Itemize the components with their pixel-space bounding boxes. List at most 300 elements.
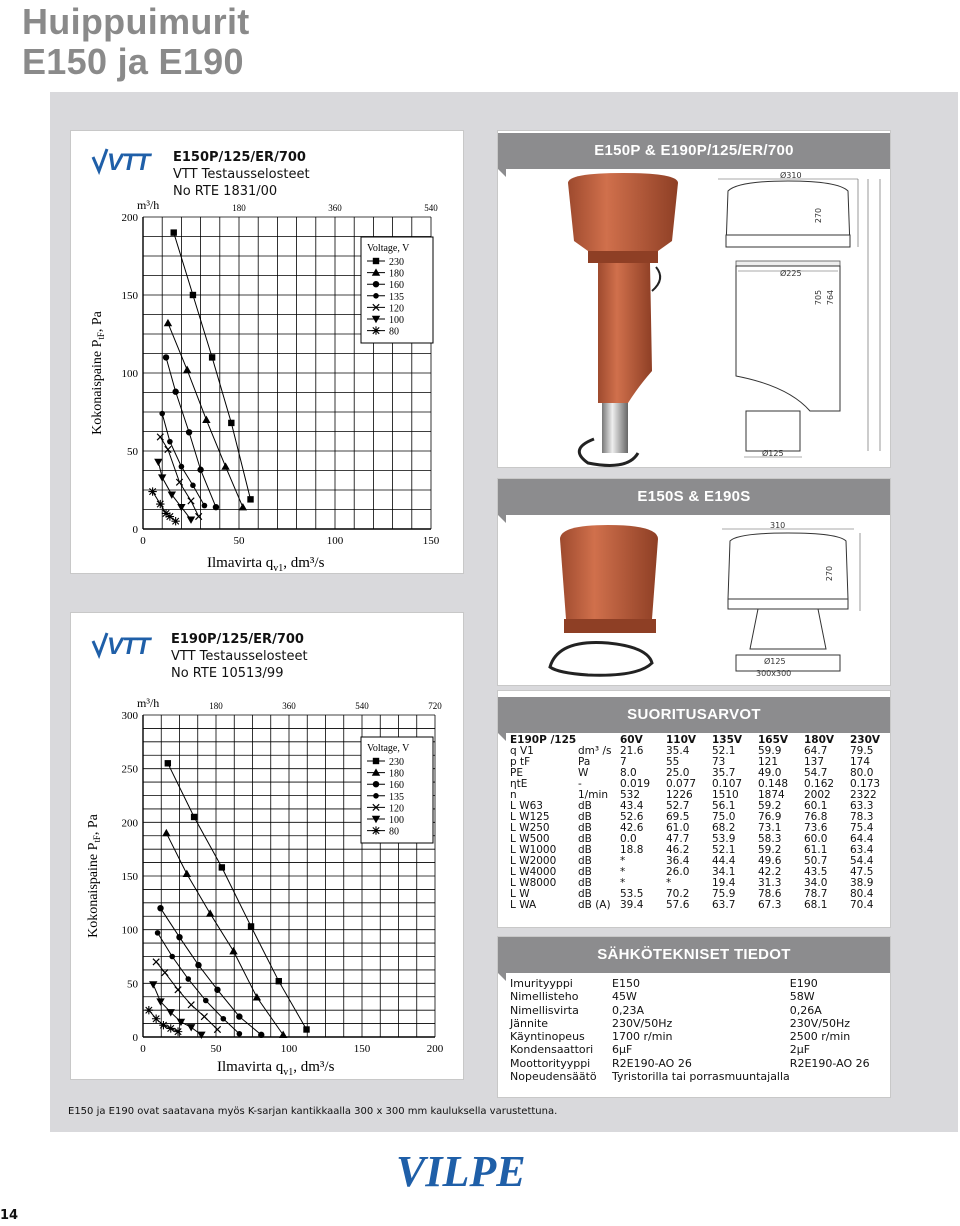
y-axis-label <box>90 310 106 435</box>
spec-cell: q V1 <box>510 745 534 757</box>
electrical-cell: 2500 r/min <box>789 1030 851 1044</box>
point-triangle <box>164 319 172 326</box>
point-dot <box>179 464 185 470</box>
top-tick-label: 360 <box>328 203 342 213</box>
top-unit-label: m³/h <box>137 198 160 212</box>
x-axis-label-unit: , dm³/s <box>293 1059 335 1075</box>
point-star <box>166 512 174 520</box>
point-triangle <box>221 462 229 469</box>
electrical-row <box>510 1004 890 1017</box>
title-line-2: E150 ja E190 <box>22 41 244 82</box>
point-dot <box>202 503 208 509</box>
x-tick-label: 100 <box>326 535 344 547</box>
point-circle <box>373 781 379 787</box>
fan-short-dimension-drawing <box>708 519 888 679</box>
spec-cell: 0.077 <box>666 778 697 790</box>
point-square <box>219 864 225 870</box>
page-title <box>22 2 250 82</box>
chart-card-e190 <box>70 612 464 1080</box>
electrical-row <box>510 990 890 1003</box>
dim-short-base: 300x300 <box>756 669 792 678</box>
chart2-svg <box>71 613 463 1079</box>
spec-cell: PE <box>510 767 523 779</box>
spec-cell: 174 <box>850 756 871 768</box>
spec-title: SUORITUSARVOT <box>498 697 890 733</box>
dim-height-270: 270 <box>814 207 824 224</box>
spec-cell: 35.7 <box>712 767 736 779</box>
point-x <box>165 446 171 452</box>
electrical-row <box>510 1070 890 1083</box>
point-x <box>188 498 194 504</box>
x-tick-label: 50 <box>210 1043 222 1055</box>
electrical-cell: Tyristorilla tai porrasmuuntajalla <box>612 1070 790 1084</box>
spec-cell: dB <box>578 866 592 878</box>
electrical-cell: 230V/50Hz <box>612 1016 673 1030</box>
spec-cell: 78.3 <box>850 811 874 823</box>
legend-label: 80 <box>389 326 399 338</box>
point-dot <box>373 293 379 299</box>
spec-cell: L W125 <box>510 811 550 823</box>
spec-cell: W <box>578 767 589 779</box>
spec-cell: dB <box>578 833 592 845</box>
spec-cell: 76.8 <box>804 811 828 823</box>
vtt-logo-text: VTT <box>107 149 150 176</box>
electrical-cell: E190 <box>789 977 818 990</box>
point-triangle-down <box>158 474 166 481</box>
electrical-cell: R2E190-AO 26 <box>789 1056 870 1070</box>
point-star <box>156 500 164 508</box>
fan-photo-short <box>548 519 678 679</box>
point-triangle <box>183 870 191 877</box>
spec-cell: 57.6 <box>666 899 690 911</box>
legend-title: Voltage, V <box>367 743 410 754</box>
chart1-model: E150P/125/ER/700 <box>173 150 306 165</box>
spec-cell: * <box>620 866 626 878</box>
vtt-logo-text: VTT <box>107 633 150 660</box>
point-triangle-down <box>197 1032 205 1039</box>
spec-cell: 1510 <box>712 789 739 801</box>
vilpe-logo-text: VILPE <box>396 1147 526 1194</box>
electrical-title: SÄHKÖTEKNISET TIEDOT <box>498 937 890 973</box>
spec-cell: 54.4 <box>850 855 874 867</box>
spec-cell: 76.9 <box>758 811 782 823</box>
spec-cell: 7 <box>620 756 627 768</box>
spec-row <box>510 746 890 757</box>
electrical-cell: 58W <box>789 990 815 1004</box>
point-triangle-down <box>177 1019 185 1026</box>
electrical-cell: Käyntinopeus <box>510 1030 585 1044</box>
point-triangle-down <box>154 459 162 466</box>
point-star <box>372 326 380 334</box>
spec-row <box>510 856 890 867</box>
spec-col-header: 230V <box>850 734 881 746</box>
dim-height-705: 705 <box>814 289 824 306</box>
spec-cell: n <box>510 789 517 801</box>
point-star <box>159 1021 167 1029</box>
spec-cell: L W63 <box>510 800 543 812</box>
point-triangle <box>206 909 214 916</box>
x-tick-label: 50 <box>233 535 245 547</box>
point-square <box>373 758 379 764</box>
top-tick-label: 360 <box>282 701 296 711</box>
spec-cell: 42.6 <box>620 822 644 834</box>
spec-cell: 43.4 <box>620 800 644 812</box>
electrical-cell: Nimellisvirta <box>510 1003 579 1017</box>
spec-cell: 1226 <box>666 789 693 801</box>
chart-card-e150 <box>70 130 464 574</box>
y-axis-label-main: Kokonaispaine P <box>86 842 101 938</box>
point-dot <box>221 1016 227 1022</box>
point-circle <box>195 962 201 968</box>
dim-short-width: 310 <box>770 521 786 530</box>
point-dot <box>185 976 191 982</box>
spec-cell: 1/min <box>578 789 609 801</box>
spec-cell: 0.173 <box>850 778 881 790</box>
spec-cell: ηtE <box>510 778 528 790</box>
point-circle <box>163 354 169 360</box>
dim-mid-diameter: Ø225 <box>780 269 802 278</box>
electrical-row <box>510 1030 890 1043</box>
point-dot <box>237 1031 243 1037</box>
y-tick-label: 250 <box>121 763 138 776</box>
title-line-1: Huippuimurit <box>22 1 250 42</box>
spec-cell: 0.162 <box>804 778 835 790</box>
spec-cell: 63.3 <box>850 800 874 812</box>
spec-cell: dB <box>578 800 592 812</box>
spec-cell: 52.1 <box>712 844 736 856</box>
legend-label: 120 <box>389 803 404 815</box>
point-square <box>165 760 171 766</box>
x-axis-label <box>207 555 325 573</box>
y-tick-label: 200 <box>121 817 138 830</box>
legend-label: 230 <box>389 757 404 768</box>
y-tick-label: 0 <box>132 1032 138 1044</box>
point-star <box>372 826 380 834</box>
legend-label: 160 <box>389 280 404 292</box>
point-circle <box>258 1032 264 1038</box>
spec-cell: 53.9 <box>712 833 736 845</box>
spec-cell: L W250 <box>510 822 550 834</box>
point-triangle-down <box>149 981 157 988</box>
spec-cell: dB <box>578 888 592 900</box>
x-tick-label: 0 <box>140 1043 146 1055</box>
top-tick-label: 180 <box>232 203 246 213</box>
x-tick-label: 150 <box>422 535 440 547</box>
electrical-cell: 45W <box>612 990 637 1004</box>
spec-row <box>510 867 890 878</box>
spec-cell: 532 <box>620 789 641 801</box>
spec-row <box>510 823 890 834</box>
spec-cell: 58.3 <box>758 833 782 845</box>
point-circle <box>172 389 178 395</box>
electrical-cell: 1700 r/min <box>612 1030 673 1044</box>
spec-cell: 43.5 <box>804 866 828 878</box>
electrical-row <box>510 977 890 990</box>
point-triangle-down <box>187 1024 195 1031</box>
spec-cell: 2322 <box>850 789 877 801</box>
spec-header-row <box>510 735 890 746</box>
drawing-card-e150p <box>497 130 891 468</box>
spec-cell: 47.7 <box>666 833 690 845</box>
spec-row <box>510 845 890 856</box>
x-axis-label-main: Ilmavirta q <box>217 1059 284 1075</box>
spec-cell: 69.5 <box>666 811 690 823</box>
chart2-lab: VTT Testausselosteet <box>171 649 308 664</box>
point-dot <box>203 998 209 1004</box>
point-triangle-down <box>187 516 195 523</box>
spec-cell: 78.7 <box>804 888 828 900</box>
electrical-cell: 6µF <box>612 1043 633 1057</box>
point-square <box>303 1026 309 1032</box>
top-tick-label: 540 <box>355 701 369 711</box>
spec-cell: p tF <box>510 756 531 768</box>
spec-cell: 67.3 <box>758 899 782 911</box>
point-star <box>171 517 179 525</box>
spec-col-header: 60V <box>620 734 643 746</box>
spec-cell: 68.1 <box>804 899 828 911</box>
spec-row <box>510 878 890 889</box>
chart1-lab: VTT Testausselosteet <box>173 167 310 182</box>
spec-col-header: 165V <box>758 734 789 746</box>
x-tick-label: 0 <box>140 535 146 547</box>
series-line-230 <box>168 763 307 1029</box>
y-tick-label: 150 <box>121 290 138 302</box>
top-unit-label: m³/h <box>137 696 160 710</box>
point-dot <box>159 411 165 417</box>
legend-label: 135 <box>389 291 404 303</box>
spec-table <box>510 735 890 911</box>
series-line-100 <box>153 984 201 1034</box>
electrical-row <box>510 1017 890 1030</box>
dim-top-diameter: Ø310 <box>780 171 802 180</box>
x-axis-label-unit: , dm³/s <box>283 555 325 571</box>
spec-cell: 59.2 <box>758 800 782 812</box>
dim-height-764: 764 <box>826 289 836 306</box>
x-axis-label-sub: v1 <box>273 563 284 573</box>
spec-col-header: 110V <box>666 734 697 746</box>
page-number: 14 <box>0 1208 19 1223</box>
spec-cell: L W500 <box>510 833 550 845</box>
spec-cell: 73.1 <box>758 822 782 834</box>
electrical-cell: Moottorityyppi <box>510 1056 591 1070</box>
spec-cell: dB (A) <box>578 899 611 911</box>
spec-cell: L W4000 <box>510 866 557 878</box>
spec-cell: 75.0 <box>712 811 736 823</box>
point-x <box>153 959 159 965</box>
spec-cell: L W2000 <box>510 855 557 867</box>
electrical-cell: R2E190-AO 26 <box>612 1056 692 1070</box>
spec-row <box>510 779 890 790</box>
top-tick-label: 180 <box>209 701 223 711</box>
series-line-160 <box>161 908 262 1035</box>
spec-card <box>497 690 891 928</box>
point-star <box>174 1027 182 1035</box>
point-dot <box>155 930 161 936</box>
spec-cell: 36.4 <box>666 855 690 867</box>
point-square <box>228 420 234 426</box>
chart2-report: No RTE 10513/99 <box>171 666 284 681</box>
legend-label: 120 <box>389 303 404 315</box>
spec-row <box>510 900 890 911</box>
electrical-cell: 0,23A <box>612 1003 645 1017</box>
spec-cell: Pa <box>578 756 591 768</box>
spec-cell: dB <box>578 877 592 889</box>
spec-cell: L W8000 <box>510 877 557 889</box>
point-triangle <box>183 366 191 373</box>
x-axis-label <box>217 1059 335 1078</box>
spec-col-header: E190P /125 <box>510 734 577 746</box>
point-x <box>214 1026 220 1032</box>
electrical-cell: Nopeudensäätö <box>510 1070 597 1084</box>
point-triangle <box>229 947 237 954</box>
chart1-report: No RTE 1831/00 <box>173 184 278 199</box>
spec-cell: 79.5 <box>850 745 874 757</box>
spec-cell: L WA <box>510 899 537 911</box>
x-tick-label: 100 <box>280 1043 298 1055</box>
vilpe-logo <box>392 1146 542 1194</box>
spec-cell: * <box>620 877 626 889</box>
point-circle <box>176 934 182 940</box>
electrical-cell: Jännite <box>510 1016 549 1030</box>
point-x <box>162 969 168 975</box>
legend-label: 180 <box>389 768 404 780</box>
y-axis-label-unit: , Pa <box>90 311 105 333</box>
spec-cell: 64.4 <box>850 833 874 845</box>
spec-cell: * <box>666 877 672 889</box>
point-star <box>145 1006 153 1014</box>
fan-photo-tall <box>558 171 688 471</box>
legend-label: 135 <box>389 791 404 803</box>
legend-label: 230 <box>389 257 404 268</box>
point-square <box>247 496 253 502</box>
dim-bottom-diameter: Ø125 <box>762 449 784 458</box>
electrical-table <box>510 977 890 1083</box>
point-square <box>276 978 282 984</box>
spec-cell: dm³ /s <box>578 745 612 757</box>
spec-cell: 121 <box>758 756 779 768</box>
point-x <box>201 1013 207 1019</box>
point-circle <box>373 281 379 287</box>
point-circle <box>236 1013 242 1019</box>
spec-cell: 75.9 <box>712 888 736 900</box>
spec-cell: dB <box>578 822 592 834</box>
point-triangle <box>279 1031 287 1038</box>
spec-cell: 60.0 <box>804 833 828 845</box>
y-tick-label: 200 <box>121 212 138 224</box>
spec-cell: 52.7 <box>666 800 690 812</box>
y-axis-label-sub: tF <box>92 835 102 843</box>
legend-title: Voltage, V <box>367 243 410 254</box>
spec-row <box>510 889 890 900</box>
spec-cell: 61.1 <box>804 844 828 856</box>
electrical-row <box>510 1043 890 1056</box>
spec-cell: 73.6 <box>804 822 828 834</box>
spec-cell: - <box>578 778 582 790</box>
spec-cell: dB <box>578 855 592 867</box>
point-dot <box>373 793 379 799</box>
spec-cell: 68.2 <box>712 822 736 834</box>
spec-cell: 44.4 <box>712 855 736 867</box>
spec-cell: 70.4 <box>850 899 874 911</box>
drawing-card-e150s <box>497 478 891 686</box>
point-circle <box>186 429 192 435</box>
legend-label: 160 <box>389 780 404 792</box>
top-tick-label: 720 <box>428 701 442 711</box>
spec-cell: 75.4 <box>850 822 874 834</box>
point-triangle <box>202 416 210 423</box>
electrical-row <box>510 1057 890 1070</box>
spec-cell: 35.4 <box>666 745 690 757</box>
spec-cell: 55 <box>666 756 680 768</box>
point-square <box>191 814 197 820</box>
spec-cell: 21.6 <box>620 745 644 757</box>
spec-cell: 34.1 <box>712 866 736 878</box>
electrical-cell: E150 <box>612 977 640 990</box>
y-axis-label-main: Kokonaispaine P <box>90 339 105 435</box>
point-square <box>171 229 177 235</box>
spec-row <box>510 790 890 801</box>
point-x <box>175 987 181 993</box>
electrical-cell: 2µF <box>789 1043 811 1057</box>
point-triangle <box>239 503 247 510</box>
legend-label: 100 <box>389 315 404 326</box>
point-dot <box>167 439 173 445</box>
spec-col-header: 135V <box>712 734 743 746</box>
spec-cell: dB <box>578 844 592 856</box>
y-tick-label: 50 <box>127 978 138 991</box>
spec-row <box>510 801 890 812</box>
y-axis-label <box>86 813 102 938</box>
electrical-card <box>497 936 891 1098</box>
point-x <box>188 1002 194 1008</box>
dim-short-height: 270 <box>825 565 835 582</box>
spec-cell: 0.107 <box>712 778 743 790</box>
spec-cell: dB <box>578 811 592 823</box>
y-tick-label: 0 <box>132 524 138 536</box>
electrical-cell: Imurityyppi <box>510 977 573 990</box>
spec-cell: 73 <box>712 756 726 768</box>
spec-cell: 61.0 <box>666 822 690 834</box>
x-tick-label: 150 <box>353 1043 371 1055</box>
spec-cell: 59.2 <box>758 844 782 856</box>
point-circle <box>197 467 203 473</box>
point-circle <box>214 987 220 993</box>
x-axis-label-sub: v1 <box>283 1067 294 1078</box>
electrical-cell: 230V/50Hz <box>789 1016 851 1030</box>
legend-label: 180 <box>389 268 404 280</box>
footnote: E150 ja E190 ovat saatavana myös K-sarjan kantikkaalla 300 x 300 mm kauluksella varustettuna. <box>68 1106 558 1117</box>
spec-cell: 59.9 <box>758 745 782 757</box>
legend-label: 100 <box>389 815 404 826</box>
electrical-cell: Nimellisteho <box>510 990 579 1004</box>
spec-row <box>510 812 890 823</box>
spec-cell: 46.2 <box>666 844 690 856</box>
point-square <box>373 258 379 264</box>
spec-cell: 0.148 <box>758 778 789 790</box>
point-circle <box>213 504 219 510</box>
spec-cell: 1874 <box>758 789 785 801</box>
spec-cell: 19.4 <box>712 877 736 889</box>
spec-cell: 64.7 <box>804 745 828 757</box>
chart1-svg <box>71 131 463 573</box>
spec-cell: 137 <box>804 756 825 768</box>
drawing1-title: E150P & E190P/125/ER/700 <box>498 133 890 169</box>
spec-cell: 31.3 <box>758 877 782 889</box>
drawing2-title: E150S & E190S <box>498 479 890 515</box>
point-circle <box>157 905 163 911</box>
spec-cell: 38.9 <box>850 877 874 889</box>
fan-dimension-drawing <box>708 171 888 471</box>
